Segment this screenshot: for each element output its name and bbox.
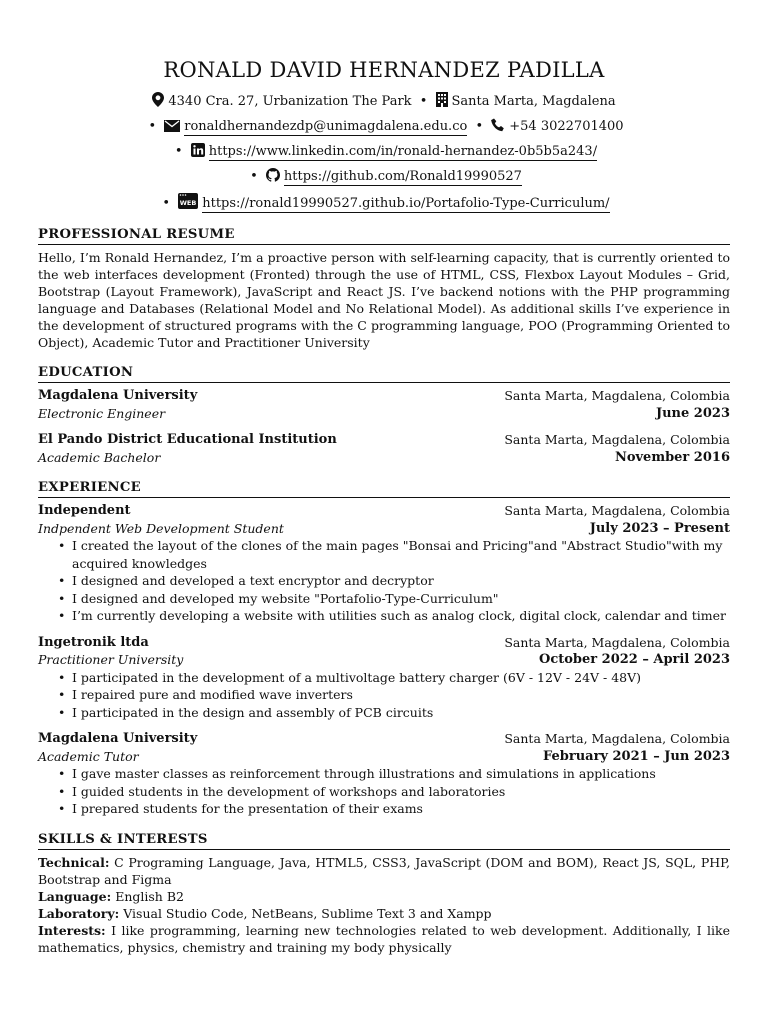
skill-technical — [38, 854, 730, 888]
city-text: Santa Marta, Magdalena — [451, 94, 616, 109]
entry-role-row — [38, 748, 730, 766]
entry-location: Santa Marta, Magdalena, Colombia — [504, 503, 730, 518]
entry-bullets — [38, 669, 730, 722]
entry-organization: Ingetronik ltda — [38, 634, 149, 650]
phone-text: +54 3022701400 — [509, 119, 624, 134]
entry-item — [38, 730, 730, 818]
linkedin-icon — [191, 143, 205, 163]
list-item: • I repaired pure and modified wave inverters — [72, 686, 730, 704]
bullet-separator: • — [148, 119, 157, 134]
skill-value: English B2 — [115, 888, 184, 904]
section-title-resume: PROFESSIONAL RESUME — [38, 227, 730, 245]
resume-summary: Hello, I’m Ronald Hernandez, I’m a proactive person with self-learning capacity, that is currently oriented to the web interfaces development (Fronted) through the use of HTML, CSS, Flexbox Layout Modules – Grid, Bootstrap (Layout Framework), JavaScript and React JS. I’ve backend notions with the PHP programming language and Databases (Relational Model and No Relational Model). As additional skills I’ve experience in the development of structured programs with the C programming language, POO (Programming Oriented to Object), Academic Tutor and Practitioner University — [38, 250, 730, 350]
entry-location: Santa Marta, Magdalena, Colombia — [504, 432, 730, 447]
bullet-separator: • — [162, 196, 171, 211]
bullet-separator: • — [419, 94, 428, 109]
web-icon — [178, 193, 198, 215]
entry-role: Academic Bachelor — [38, 449, 161, 465]
entry-location: Santa Marta, Magdalena, Colombia — [504, 731, 730, 746]
entry-header-row — [38, 431, 730, 449]
entry-role-row — [38, 520, 730, 538]
entry-header-row — [38, 502, 730, 520]
entry-header-row — [38, 730, 730, 748]
building-icon — [436, 92, 448, 113]
svg-text:WEB: WEB — [179, 199, 197, 207]
skill-label: Interests: — [38, 922, 106, 938]
linkedin-link[interactable]: https://www.linkedin.com/in/ronald-hernandez-0b5b5a243/ — [208, 144, 598, 159]
bullet-separator: • — [475, 119, 484, 134]
bullet-separator: • — [250, 169, 258, 184]
skill-language — [38, 888, 730, 905]
experience-list — [38, 502, 730, 818]
entry-role-row — [38, 449, 730, 467]
entry-header-row — [38, 387, 730, 405]
entry-organization: Magdalena University — [38, 388, 198, 403]
entry-organization: Magdalena University — [38, 731, 198, 746]
contact-line-5 — [38, 193, 730, 215]
entry-role: Electronic Engineer — [38, 405, 166, 421]
skill-interests — [38, 922, 730, 956]
entry-role: Indpendent Web Development Student — [38, 520, 284, 536]
address-text: 4340 Cra. 27, Urbanization The Park — [168, 94, 412, 109]
skill-value: I like programming, learning new technologies related to web development. Additionally, I like mathematics, physics, chemistry and training my body physically — [38, 922, 730, 955]
github-link[interactable]: https://github.com/Ronald19990527 — [283, 169, 522, 184]
envelope-icon — [164, 120, 180, 138]
contact-line-2 — [38, 118, 730, 138]
entry-date: June 2023 — [655, 405, 730, 421]
skill-label: Language: — [38, 888, 112, 904]
list-item: • I participated in the development of a multivoltage battery charger (6V - 12V - 24V - 48V) — [72, 669, 730, 687]
entry-location: Santa Marta, Magdalena, Colombia — [504, 388, 730, 403]
section-title-education: EDUCATION — [38, 365, 730, 383]
entry-role-row — [38, 651, 730, 669]
skill-laboratory — [38, 905, 730, 922]
skill-label: Technical: — [38, 854, 110, 870]
contact-line-4 — [38, 168, 730, 188]
entry-bullets — [38, 765, 730, 818]
entry-item — [38, 634, 730, 722]
entry-date: February 2021 – Jun 2023 — [542, 748, 730, 764]
entry-item — [38, 387, 730, 422]
skill-value: Visual Studio Code, NetBeans, Sublime Text 3 and Xampp — [123, 905, 492, 921]
resume-page — [38, 0, 730, 956]
entry-date: July 2023 – Present — [589, 520, 730, 536]
bullet-separator: • — [174, 144, 183, 159]
entry-organization: Independent — [38, 503, 131, 518]
contact-line-3 — [38, 143, 730, 163]
list-item: • I designed and developed a text encryptor and decryptor — [72, 572, 730, 590]
github-icon — [266, 168, 280, 188]
list-item: • I designed and developed my website "Portafolio-Type-Curriculum" — [72, 590, 730, 608]
entry-role: Academic Tutor — [38, 748, 139, 764]
list-item: • I gave master classes as reinforcement through illustrations and simulations in applications — [72, 765, 730, 783]
entry-role-row — [38, 405, 730, 423]
entry-item — [38, 431, 730, 466]
section-title-skills: SKILLS & INTERESTS — [38, 832, 730, 850]
contact-line-1 — [38, 92, 730, 113]
list-item: • I guided students in the development of workshops and laboratories — [72, 783, 730, 801]
entry-role: Practitioner University — [38, 652, 184, 667]
list-item: • I’m currently developing a website with utilities such as analog clock, digital clock, calendar and timer — [72, 607, 730, 625]
skill-label: Laboratory: — [38, 905, 120, 921]
list-item: • I created the layout of the clones of the main pages "Bonsai and Pricing"and "Abstract Studio"with my acquired knowledges — [72, 537, 730, 572]
website-link[interactable]: https://ronald19990527.github.io/Portafolio-Type-Curriculum/ — [202, 196, 610, 211]
entry-bullets — [38, 537, 730, 625]
candidate-name: RONALD DAVID HERNANDEZ PADILLA — [163, 58, 605, 82]
map-marker-icon — [152, 92, 164, 113]
list-item: • I prepared students for the presentation of their exams — [72, 800, 730, 818]
email-link[interactable]: ronaldhernandezdp@unimagdalena.edu.co — [184, 119, 468, 134]
entry-date: November 2016 — [614, 449, 730, 465]
entry-header-row — [38, 634, 730, 652]
section-title-experience: EXPERIENCE — [38, 480, 730, 498]
entry-item — [38, 502, 730, 625]
skill-value: C Programing Language, Java, HTML5, CSS3, JavaScript (DOM and BOM), React JS, SQL, PHP, Bootstrap and Figma — [38, 854, 730, 887]
list-item: • I participated in the design and assembly of PCB circuits — [72, 704, 730, 722]
education-list — [38, 387, 730, 466]
phone-icon — [491, 118, 505, 138]
entry-location: Santa Marta, Magdalena, Colombia — [504, 634, 730, 650]
entry-date: October 2022 – April 2023 — [539, 652, 730, 667]
entry-organization: El Pando District Educational Institution — [38, 432, 337, 447]
